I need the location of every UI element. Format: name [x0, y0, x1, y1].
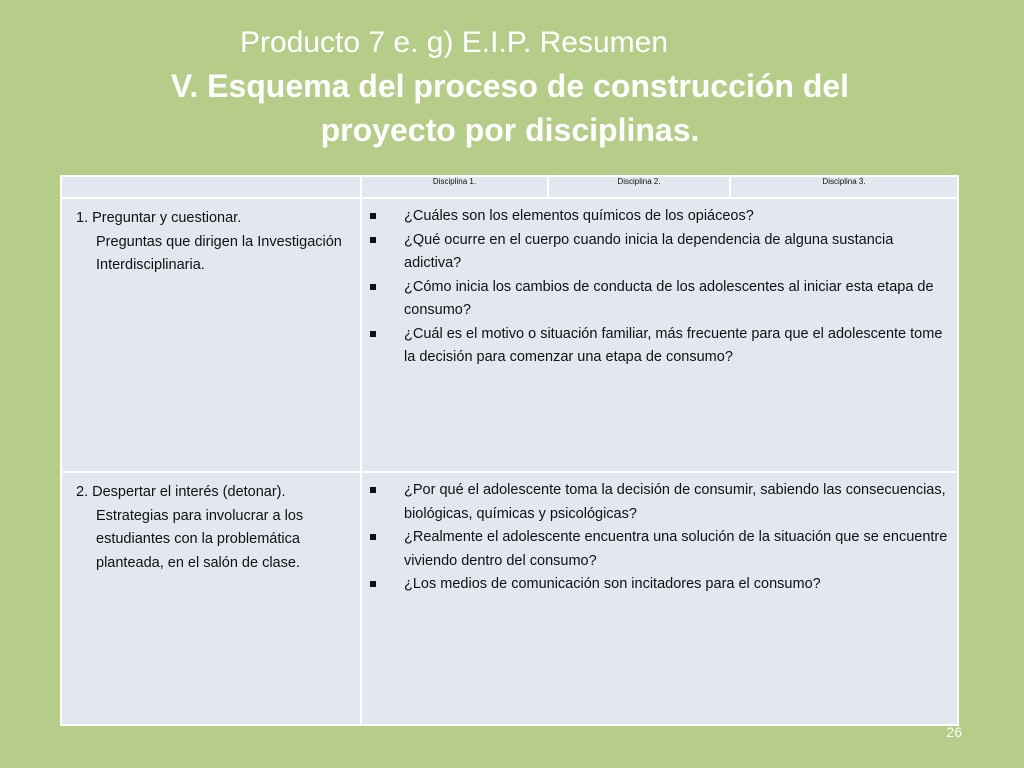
bullet-list: [366, 479, 949, 597]
scheme-table: [60, 175, 959, 726]
list-item: ¿Qué ocurre en el cuerpo cuando inicia la dependencia de alguna sustancia adictiva?: [366, 229, 949, 276]
row-label: 2. Despertar el interés (detonar).: [76, 484, 286, 500]
row-content-cell: [361, 472, 958, 725]
list-item: ¿Cómo inicia los cambios de conducta de los adolescentes al iniciar esta etapa de consumo?: [366, 276, 949, 323]
table-header-row: [61, 176, 958, 198]
title-line-2: V. Esquema del proceso de construcción del: [170, 68, 850, 104]
title-line-1: Producto 7 e. g) E.I.P. Resumen: [240, 26, 669, 59]
bullet-list: [366, 205, 949, 370]
table-row: [61, 198, 958, 472]
slide-title: [60, 22, 960, 152]
header-cell-disciplina-3: Disciplina 3.: [730, 176, 958, 198]
page-number: 26: [946, 724, 962, 740]
header-cell-empty: [61, 176, 361, 198]
row-label: 1. Preguntar y cuestionar.: [76, 210, 242, 226]
list-item: ¿Cuál es el motivo o situación familiar, más frecuente para que el adolescente tome la decisión para comenzar una etapa de consumo?: [366, 323, 949, 370]
header-cell-disciplina-2: Disciplina 2.: [548, 176, 730, 198]
table-row: [61, 472, 958, 725]
row-content-cell: [361, 198, 958, 472]
row-sublabel: Preguntas que dirigen la Investigación Interdisciplinaria.: [96, 233, 342, 273]
header-cell-disciplina-1: Disciplina 1.: [361, 176, 548, 198]
row-sublabel: Estrategias para involucrar a los estudiantes con la problemática planteada, en el salón de clase.: [96, 507, 304, 571]
title-line-3: proyecto por disciplinas.: [320, 112, 700, 148]
list-item: ¿Por qué el adolescente toma la decisión de consumir, sabiendo las consecuencias, biológicas, químicas y psicológicas?: [366, 479, 949, 526]
list-item: ¿Los medios de comunicación son incitadores para el consumo?: [366, 573, 949, 597]
row-label-cell: [61, 472, 361, 725]
row-label-cell: [61, 198, 361, 472]
list-item: ¿Realmente el adolescente encuentra una solución de la situación que se encuentre viviendo dentro del consumo?: [366, 526, 949, 573]
list-item: ¿Cuáles son los elementos químicos de los opiáceos?: [366, 205, 949, 229]
